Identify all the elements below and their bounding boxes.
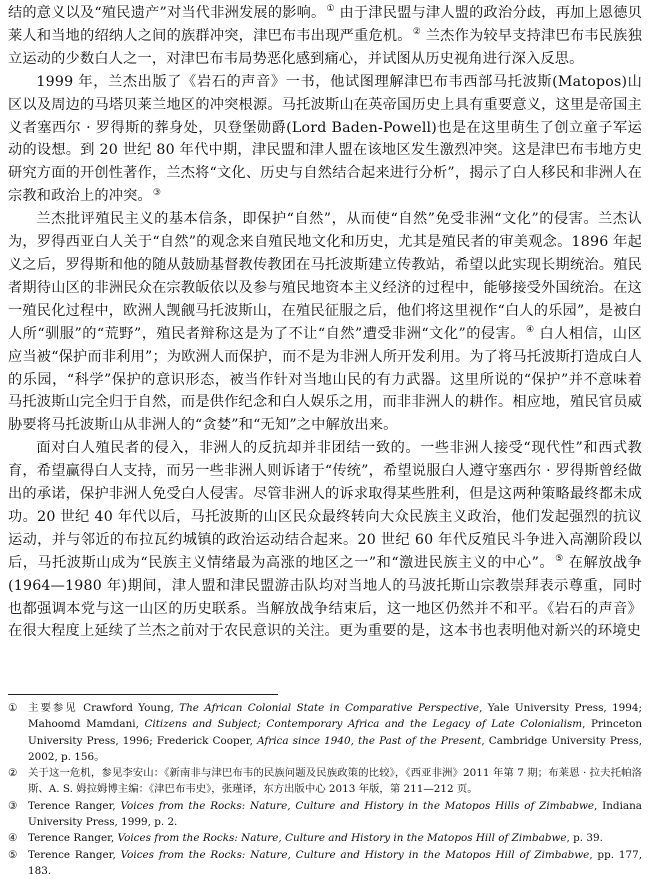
footnote-ref-1: ① bbox=[326, 4, 335, 15]
text-run: , Princeton University Press, 1996; Frederick Cooper, bbox=[28, 718, 643, 747]
footnote-1 bbox=[8, 700, 642, 765]
footnote-ref-3: ③ bbox=[152, 187, 162, 198]
book-title: Voices from the Rocks: Nature, Culture and History in the Matopos Hills of Zimbabwe bbox=[120, 799, 595, 812]
text-run: 主要参见 Crawford Young, bbox=[28, 702, 180, 714]
footnote-divider bbox=[8, 694, 278, 695]
paragraph-3 bbox=[8, 437, 642, 643]
paragraph-1 bbox=[8, 71, 642, 208]
text-run: Terence Ranger, bbox=[28, 832, 118, 845]
book-title: Africa since 1940, the Past of the Present bbox=[257, 734, 482, 747]
footnote-text bbox=[28, 830, 642, 846]
book-title: The African Colonial State in Comparative Perspective bbox=[179, 702, 480, 714]
footnote-text bbox=[28, 700, 642, 765]
text-run: 关于这一危机，参见李安山：《新南非与津巴布韦的民族问题及民族政策的比较》，《西亚非洲》2011 年第 7 期；布莱恩 · 拉夫托帕洛斯、A. S. 姆拉姆博主编：《津巴布韦史》，张瑾译，东方出版中心 2013 年版，第 211—212 页。 bbox=[28, 767, 642, 796]
paragraph-2 bbox=[8, 208, 642, 437]
text-run: , Cambridge University Press, 2002, p. 156。 bbox=[28, 734, 643, 763]
body-text bbox=[8, 2, 642, 643]
text-run: Terence Ranger, bbox=[28, 848, 121, 861]
footnote-mark: ④ bbox=[8, 832, 18, 845]
footnote-text bbox=[28, 765, 642, 798]
text-run: Terence Ranger, bbox=[28, 799, 121, 812]
text-run: , p. 39. bbox=[566, 832, 603, 845]
footnote-text bbox=[28, 798, 642, 831]
text-run: 兰杰作为较早支持津巴布韦民族独立运动的少数白人之一，对津巴布韦局势恶化感到痛心，并试图从历史视角进行深入反思。 bbox=[8, 27, 642, 67]
text-run: 面对白人殖民者的侵入，非洲人的反抗却并非团结一致的。一些非洲人接受“现代性”和西式教育，希望赢得白人支持，而另一些非洲人则诉诸于“传统”，希望说服白人遵守塞西尔 · 罗得斯曾经做出的承诺，保护非洲人免受白人侵害。尽管非洲人的诉求取得某些胜利，但是这两种策略最终都未成功。20 世纪 40 年代以后，马托波斯的山区民众最终转向大众民族主义政治，他们发起强烈的抗议运动，并与邻近的布拉瓦约城镇的政治运动结合起来。20 世纪 60 年代反殖民斗争进入高潮阶段以后，马托波斯山成为“民族主义情绪最为高涨的地区之一”和“激进民族主义的中心”。 bbox=[8, 440, 642, 571]
paragraph-0 bbox=[8, 2, 642, 71]
footnote-ref-2: ② bbox=[412, 27, 422, 38]
book-title: Citizens and Subject; Contemporary Africa and the Legacy of Late Colonialism bbox=[144, 718, 583, 731]
book-title: Voices from the Rocks: Nature, Culture and History in the Matopos Hill of Zimbabwe bbox=[117, 832, 567, 845]
text-run: 1999 年，兰杰出版了《岩石的声音》一书，他试图理解津巴布韦西部马托波斯(Matopos)山区以及周边的马塔贝莱兰地区的冲突根源。马托波斯山在英帝国历史上具有重要意义，这里是帝国主义者塞西尔 · 罗得斯的葬身处，贝登堡勋爵(Lord Baden-Powell)也是在这里萌生了创立童子军运动的设想。到 20 世纪 80 年代中期，津民盟和津人盟在该地区发生激烈冲突。这是津巴布韦地方史研究方面的开创性著作，兰杰将“文化、历史与自然结合起来进行分析”，揭示了白人移民和非洲人在宗教和政治上的冲突。 bbox=[8, 73, 642, 205]
footnote-4 bbox=[8, 830, 642, 846]
text-run: , Indiana University Press, 1999, p. 2. bbox=[28, 799, 642, 829]
text-run: 在解放战争(1964—1980 年)期间，津人盟和津民盟游击队均对当地人的马波托斯山宗教崇拜表示尊重，同时也都强调本党与这一山区的历史联系。当解放战争结束后，这一地区仍然并不和平。《岩石的声音》在很大程度上延续了兰杰之前对于农民意识的关注。更为重要的是，这本书也表明他对新兴的环境史 bbox=[8, 554, 642, 640]
text-run: , pp. 177, 183. bbox=[28, 848, 642, 877]
footnote-2 bbox=[8, 765, 642, 798]
footnotes bbox=[8, 700, 642, 879]
footnote-mark: ⑤ bbox=[8, 848, 18, 861]
footnote-3 bbox=[8, 798, 642, 831]
footnote-ref-4: ④ bbox=[525, 324, 535, 335]
footnote-mark: ① bbox=[8, 702, 18, 714]
text-run: , Yale University Press, 1994; Mahoomd Mamdani, bbox=[28, 702, 643, 731]
text-run: 由于津民盟与津人盟的政治分歧，再加上恩德贝莱人和当地的绍纳人之间的族群冲突，津巴布韦出现严重危机。 bbox=[8, 5, 642, 44]
text-run: 白人相信，山区应当被“保护而非利用”；为欧洲人而保护，而不是为非洲人所开发利用。为了将马托波斯打造成白人的乐园，“科学”保护的意识形态，被当作针对当地山民的有力武器。这里所说的“保护”并不意味着马托波斯山完全归于自然，而是供作纪念和白人娱乐之用，而非非洲人的耕作。相应地，殖民官员威胁要将马托波斯山从非洲人的“贪婪”和“无知”之中解放出来。 bbox=[8, 325, 642, 434]
text-run: 结的意义以及“殖民遗产”对当代非洲发展的影响。 bbox=[8, 5, 326, 21]
footnote-5 bbox=[8, 847, 642, 879]
text-run: 兰杰批评殖民主义的基本信条，即保护“自然”，从而使“自然”免受非洲“文化”的侵害。兰杰认为，罗得西亚白人关于“自然”的观念来自殖民地文化和历史，尤其是殖民者的审美观念。1896 年起义之后，罗得斯和他的随从鼓励基督教传教团在马托波斯建立传教站，希望以此实现长期统治。殖民者期待山区的非洲民众在宗教皈依以及参与殖民地资本主义经济的过程中，能够接受外国统治。在这一殖民化过程中，欧洲人觊觎马托波斯山，在殖民征服之后，他们将这里视作“白人的乐园”，是被白人所“驯服”的“荒野”，殖民者辩称这是为了不让“自然”遭受非洲“文化”的侵害。 bbox=[8, 211, 642, 342]
footnote-mark: ③ bbox=[8, 799, 18, 812]
footnote-ref-5: ⑤ bbox=[555, 554, 564, 565]
footnote-mark: ② bbox=[8, 767, 18, 780]
footnote-text bbox=[28, 847, 642, 879]
book-title: Voices from the Rocks: Nature, Culture and History in the Matopos Hill of Zimbabwe bbox=[120, 848, 590, 861]
